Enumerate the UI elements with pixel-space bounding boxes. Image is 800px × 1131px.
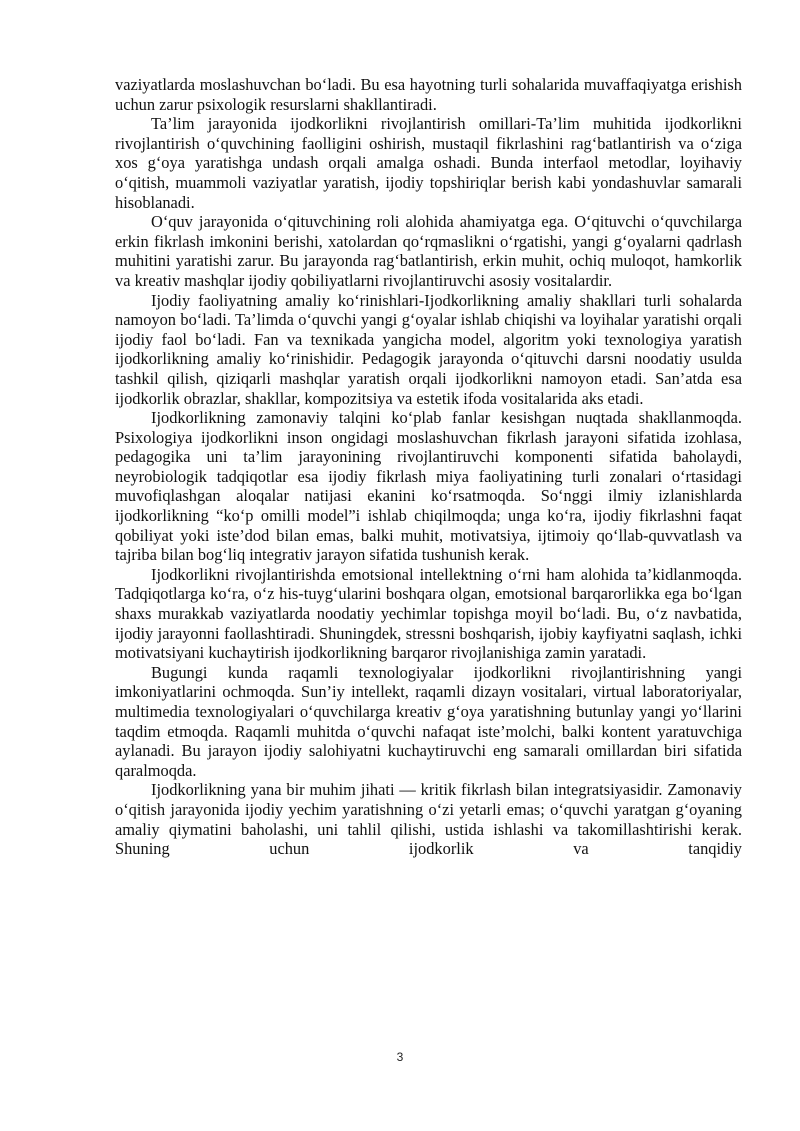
paragraph-emotional-intelligence: Ijodkorlikni rivojlantirishda emotsional intellektning o‘rni ham alohida ta’kidlanmoqda. Tadqiqotlarga ko‘ra, o‘z his-tuyg‘ularini boshqara olgan, emotsional barqarorlikka ega bo‘lgan shaxs murakkab vaziyatlarda noodatiy yechimlar topishga moyil bo‘ladi. Bu, o‘z navbatida, ijodiy jarayonni faollashtiradi. Shuningdek, stressni boshqarish, ijobiy kayfiyatni saqlash, ichki motivatsiyani kuchaytirish ijodkorlikning barqaror rivojlanishiga zamin yaratadi. xyxy=(115,564,742,663)
page-number: 3 xyxy=(396,1050,404,1064)
paragraph-critical-thinking: Ijodkorlikning yana bir muhim jihati — kritik fikrlash bilan integratsiyasidir. Zamonaviy o‘qitish jarayonida ijodiy yechim yaratishning o‘zi yetarli emas; o‘quvchi yaratgan g‘oyaning amaliy qiymatini baholashi, uni tahlil qilishi, ustida ishlashi va takomillashtirishi kerak. Shuning uchun ijodkorlik va tanqidiy xyxy=(115,780,742,859)
paragraph-practical-forms: Ijodiy faoliyatning amaliy ko‘rinishlari-Ijodkorlikning amaliy shakllari turli sohalarda namoyon bo‘ladi. Ta’limda o‘quvchi yangi g‘oyalar ishlab chiqishi va loyihalar yaratishi orqali ijodiy faol bo‘ladi. Fan va texnikada yangicha model, algoritm yoki texnologiya yaratish ijodkorlikning amaliy ko‘rinishidir. Pedagogik jarayonda o‘qituvchi darsni noodatiy usulda tashkil qilish, qiziqarli mashqlar yaratish orqali ijodkorlikni namoyon etadi. San’atda esa ijodkorlik obrazlar, shakllar, kompozitsiya va estetik ifoda vositalarida aks etadi. xyxy=(115,290,742,408)
paragraph-digital-technologies: Bugungi kunda raqamli texnologiyalar ijodkorlikni rivojlantirishning yangi imkoniyatlarini ochmoqda. Sun’iy intellekt, raqamli dizayn vositalari, virtual laboratoriyalar, multimedia texnologiyalari o‘quvchilarga kreativ g‘oya yaratishning butunlay yangi yo‘llarini taqdim etmoqda. Raqamli muhitda o‘quvchi nafaqat iste’molchi, balki kontent yaratuvchiga aylanadi. Bu jarayon ijodiy salohiyatni kuchaytiruvchi eng samarali omillardan biri sifatida qaralmoqda. xyxy=(115,662,742,780)
paragraph-education-factors: Ta’lim jarayonida ijodkorlikni rivojlantirish omillari-Ta’lim muhitida ijodkorlikni rivojlantirish o‘quvchining faolligini oshirish, mustaqil fikrlashini rag‘batlantirish va o‘ziga xos g‘oya yaratishga undash orqali amalga oshadi. Bunda interfaol metodlar, loyihaviy o‘qitish, muammoli vaziyatlar yaratish, ijodiy topshiriqlar berish kabi yondashuvlar samarali hisoblanadi. xyxy=(115,114,742,212)
paragraph-continuation: vaziyatlarda moslashuvchan bo‘ladi. Bu esa hayotning turli sohalarida muvaffaqiyatga erishish uchun zarur psixologik resurslarni shakllantiradi. xyxy=(115,75,742,114)
paragraph-teacher-role: O‘quv jarayonida o‘qituvchining roli alohida ahamiyatga ega. O‘qituvchi o‘quvchilarga erkin fikrlash imkonini berishi, xatolardan qo‘rqmaslikni o‘rgatishi, yangi g‘oyalarni qadrlash muhitini yaratishi zarur. Bu jarayonda rag‘batlantirish, erkin muhit, ochiq muloqot, hamkorlik va kreativ mashqlar ijodiy qobiliyatlarni rivojlantiruvchi asosiy vositalardir. xyxy=(115,212,742,290)
body-text xyxy=(115,75,742,859)
paragraph-modern-interpretation: Ijodkorlikning zamonaviy talqini ko‘plab fanlar kesishgan nuqtada shakllanmoqda. Psixologiya ijodkorlikni inson ongidagi moslashuvchan fikrlash jarayoni sifatida izohlasa, pedagogika uni ta’lim jarayonining rivojlantiruvchi komponenti sifatida baholaydi, neyrobiologik tadqiqotlar esa ijodiy fikrlash miya faoliyatining turli zonalari o‘rtasidagi muvofiqlashgan aloqalar natijasi ekanini ko‘rsatmoqda. So‘nggi ilmiy izlanishlarda ijodkorlikning “ko‘p omilli model”i ishlab chiqilmoqda; unga ko‘ra, ijodiy fikrlashni faqat qobiliyat yoki iste’dod bilan emas, balki muhit, motivatsiya, ijtimoiy qo‘llab-quvvatlash va tajriba bilan bog‘liq integrativ jarayon sifatida tushunish kerak. xyxy=(115,408,742,565)
